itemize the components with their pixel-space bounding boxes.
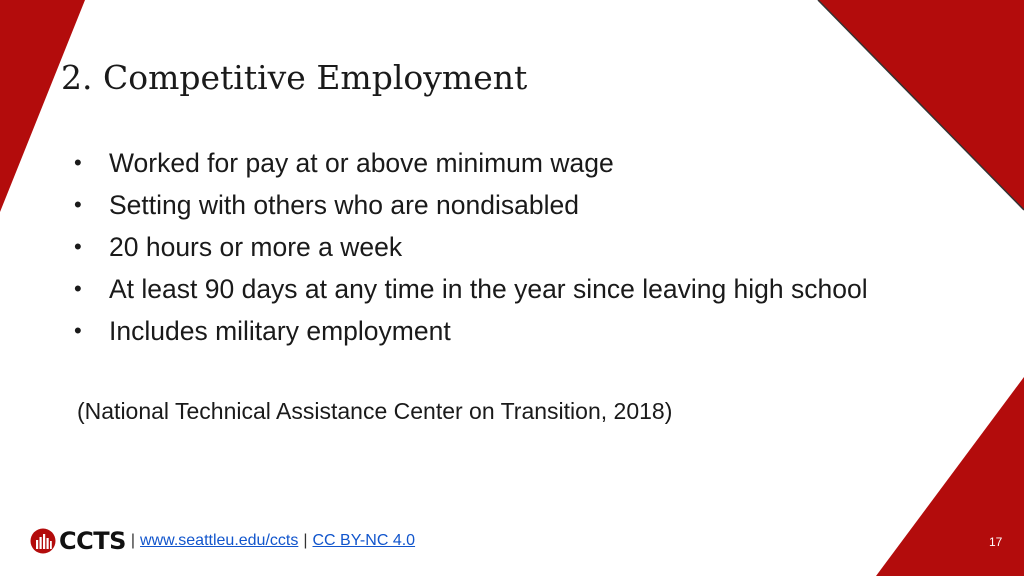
bullet-item: [72, 226, 992, 268]
bullet-item: [72, 142, 992, 184]
ccts-logo-icon: [30, 528, 56, 554]
bullet-text: Includes military employment: [109, 316, 451, 346]
bullet-item: [72, 184, 992, 226]
bullet-icon: •: [74, 150, 82, 175]
bullet-icon: •: [74, 318, 82, 343]
bullet-item: [72, 268, 992, 310]
bullet-icon: •: [74, 192, 82, 217]
slide-title: 2. Competitive Employment: [61, 58, 528, 97]
bullet-text: 20 hours or more a week: [109, 232, 403, 262]
bullet-text: At least 90 days at any time in the year since leaving high school: [109, 274, 868, 304]
bullet-icon: •: [74, 234, 82, 259]
page-number: 17: [989, 535, 1003, 549]
bullet-icon: •: [74, 276, 82, 301]
ccts-logo: [30, 527, 126, 555]
bullet-text: Setting with others who are nondisabled: [109, 190, 579, 220]
website-link[interactable]: www.seattleu.edu/ccts: [140, 532, 299, 549]
license-link[interactable]: CC BY-NC 4.0: [312, 532, 416, 549]
footer: [30, 527, 415, 555]
bullet-item: [72, 310, 992, 352]
footer-separator: |: [303, 532, 308, 549]
bullet-text: Worked for pay at or above minimum wage: [109, 148, 614, 178]
logo-text: CCTS: [59, 527, 126, 555]
footer-separator: |: [130, 532, 136, 549]
citation: (National Technical Assistance Center on Transition, 2018): [77, 398, 673, 424]
bullet-list: [72, 142, 992, 352]
